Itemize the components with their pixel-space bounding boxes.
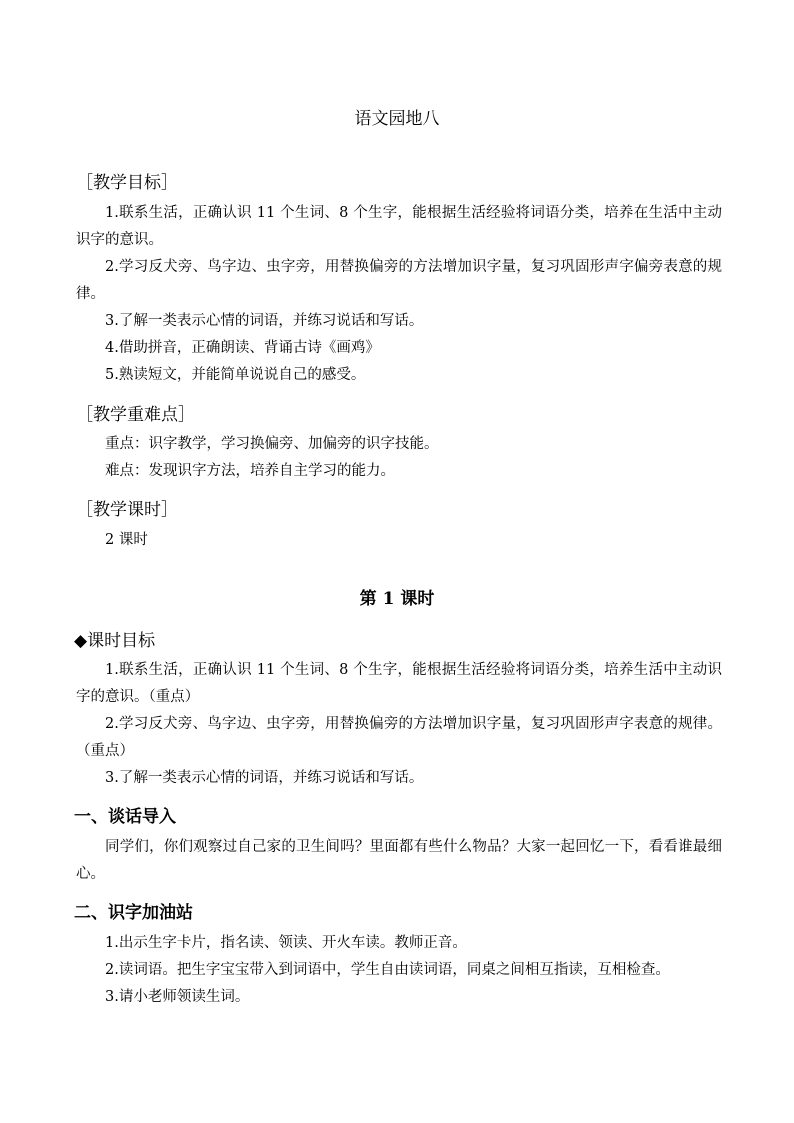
- goal-item-5: 5.熟读短文，并能简单说说自己的感受。: [105, 367, 366, 383]
- lesson-goals-heading: ◆课时目标: [74, 631, 156, 651]
- goal-item-1: 1.联系生活，正确认识 11 个生词、8 个生字，能根据生活经验将词语分类，培养在生活中主动识字的意识。: [76, 205, 722, 248]
- goal-item-3: 3.了解一类表示心情的词语，并练习说话和写话。: [105, 313, 424, 329]
- goal-item-2: 2.学习反犬旁、鸟字边、虫字旁，用替换偏旁的方法增加识字量，复习巩固形声字偏旁表意的规律。: [76, 259, 722, 302]
- goal-item-4: 4.借助拼音，正确朗读、背诵古诗《画鸡》: [105, 340, 380, 356]
- document-title: 语文园地八: [354, 109, 440, 129]
- part2-item-3: 3.请小老师领读生词。: [105, 989, 250, 1005]
- part1-text: 同学们，你们观察过自己家的卫生间吗？里面都有些什么物品？大家一起回忆一下，看看谁最细心。: [76, 839, 722, 882]
- difficulties-heading: ［教学重难点］: [76, 405, 195, 425]
- part2-heading: 二、识字加油站: [74, 903, 193, 923]
- lesson-goal-3: 3.了解一类表示心情的词语，并练习说话和写话。: [105, 770, 424, 786]
- difficult-point: 难点：发现识字方法，培养自主学习的能力。: [105, 463, 395, 479]
- goals-heading: ［教学目标］: [76, 173, 178, 193]
- hours-value: 2 课时: [105, 532, 148, 548]
- part2-item-2: 2.读词语。把生字宝宝带入到词语中，学生自由读词语，同桌之间相互指读，互相检查。: [105, 962, 670, 978]
- hours-heading: ［教学课时］: [76, 500, 178, 520]
- key-point: 重点：识字教学，学习换偏旁、加偏旁的识字技能。: [105, 436, 439, 452]
- lesson-goal-1: 1.联系生活，正确认识 11 个生词、8 个生字，能根据生活经验将词语分类，培养生活中主动识字的意识。（重点）: [76, 662, 722, 705]
- lesson-goal-2: 2.学习反犬旁、鸟字边、虫字旁，用替换偏旁的方法增加识字量，复习巩固形声字表意的规律。（重点）: [76, 716, 722, 759]
- part1-heading: 一、谈话导入: [74, 807, 176, 827]
- lesson1-title: 第 1 课时: [359, 589, 435, 609]
- part2-item-1: 1.出示生字卡片，指名读、领读、开火车读。教师正音。: [105, 935, 467, 951]
